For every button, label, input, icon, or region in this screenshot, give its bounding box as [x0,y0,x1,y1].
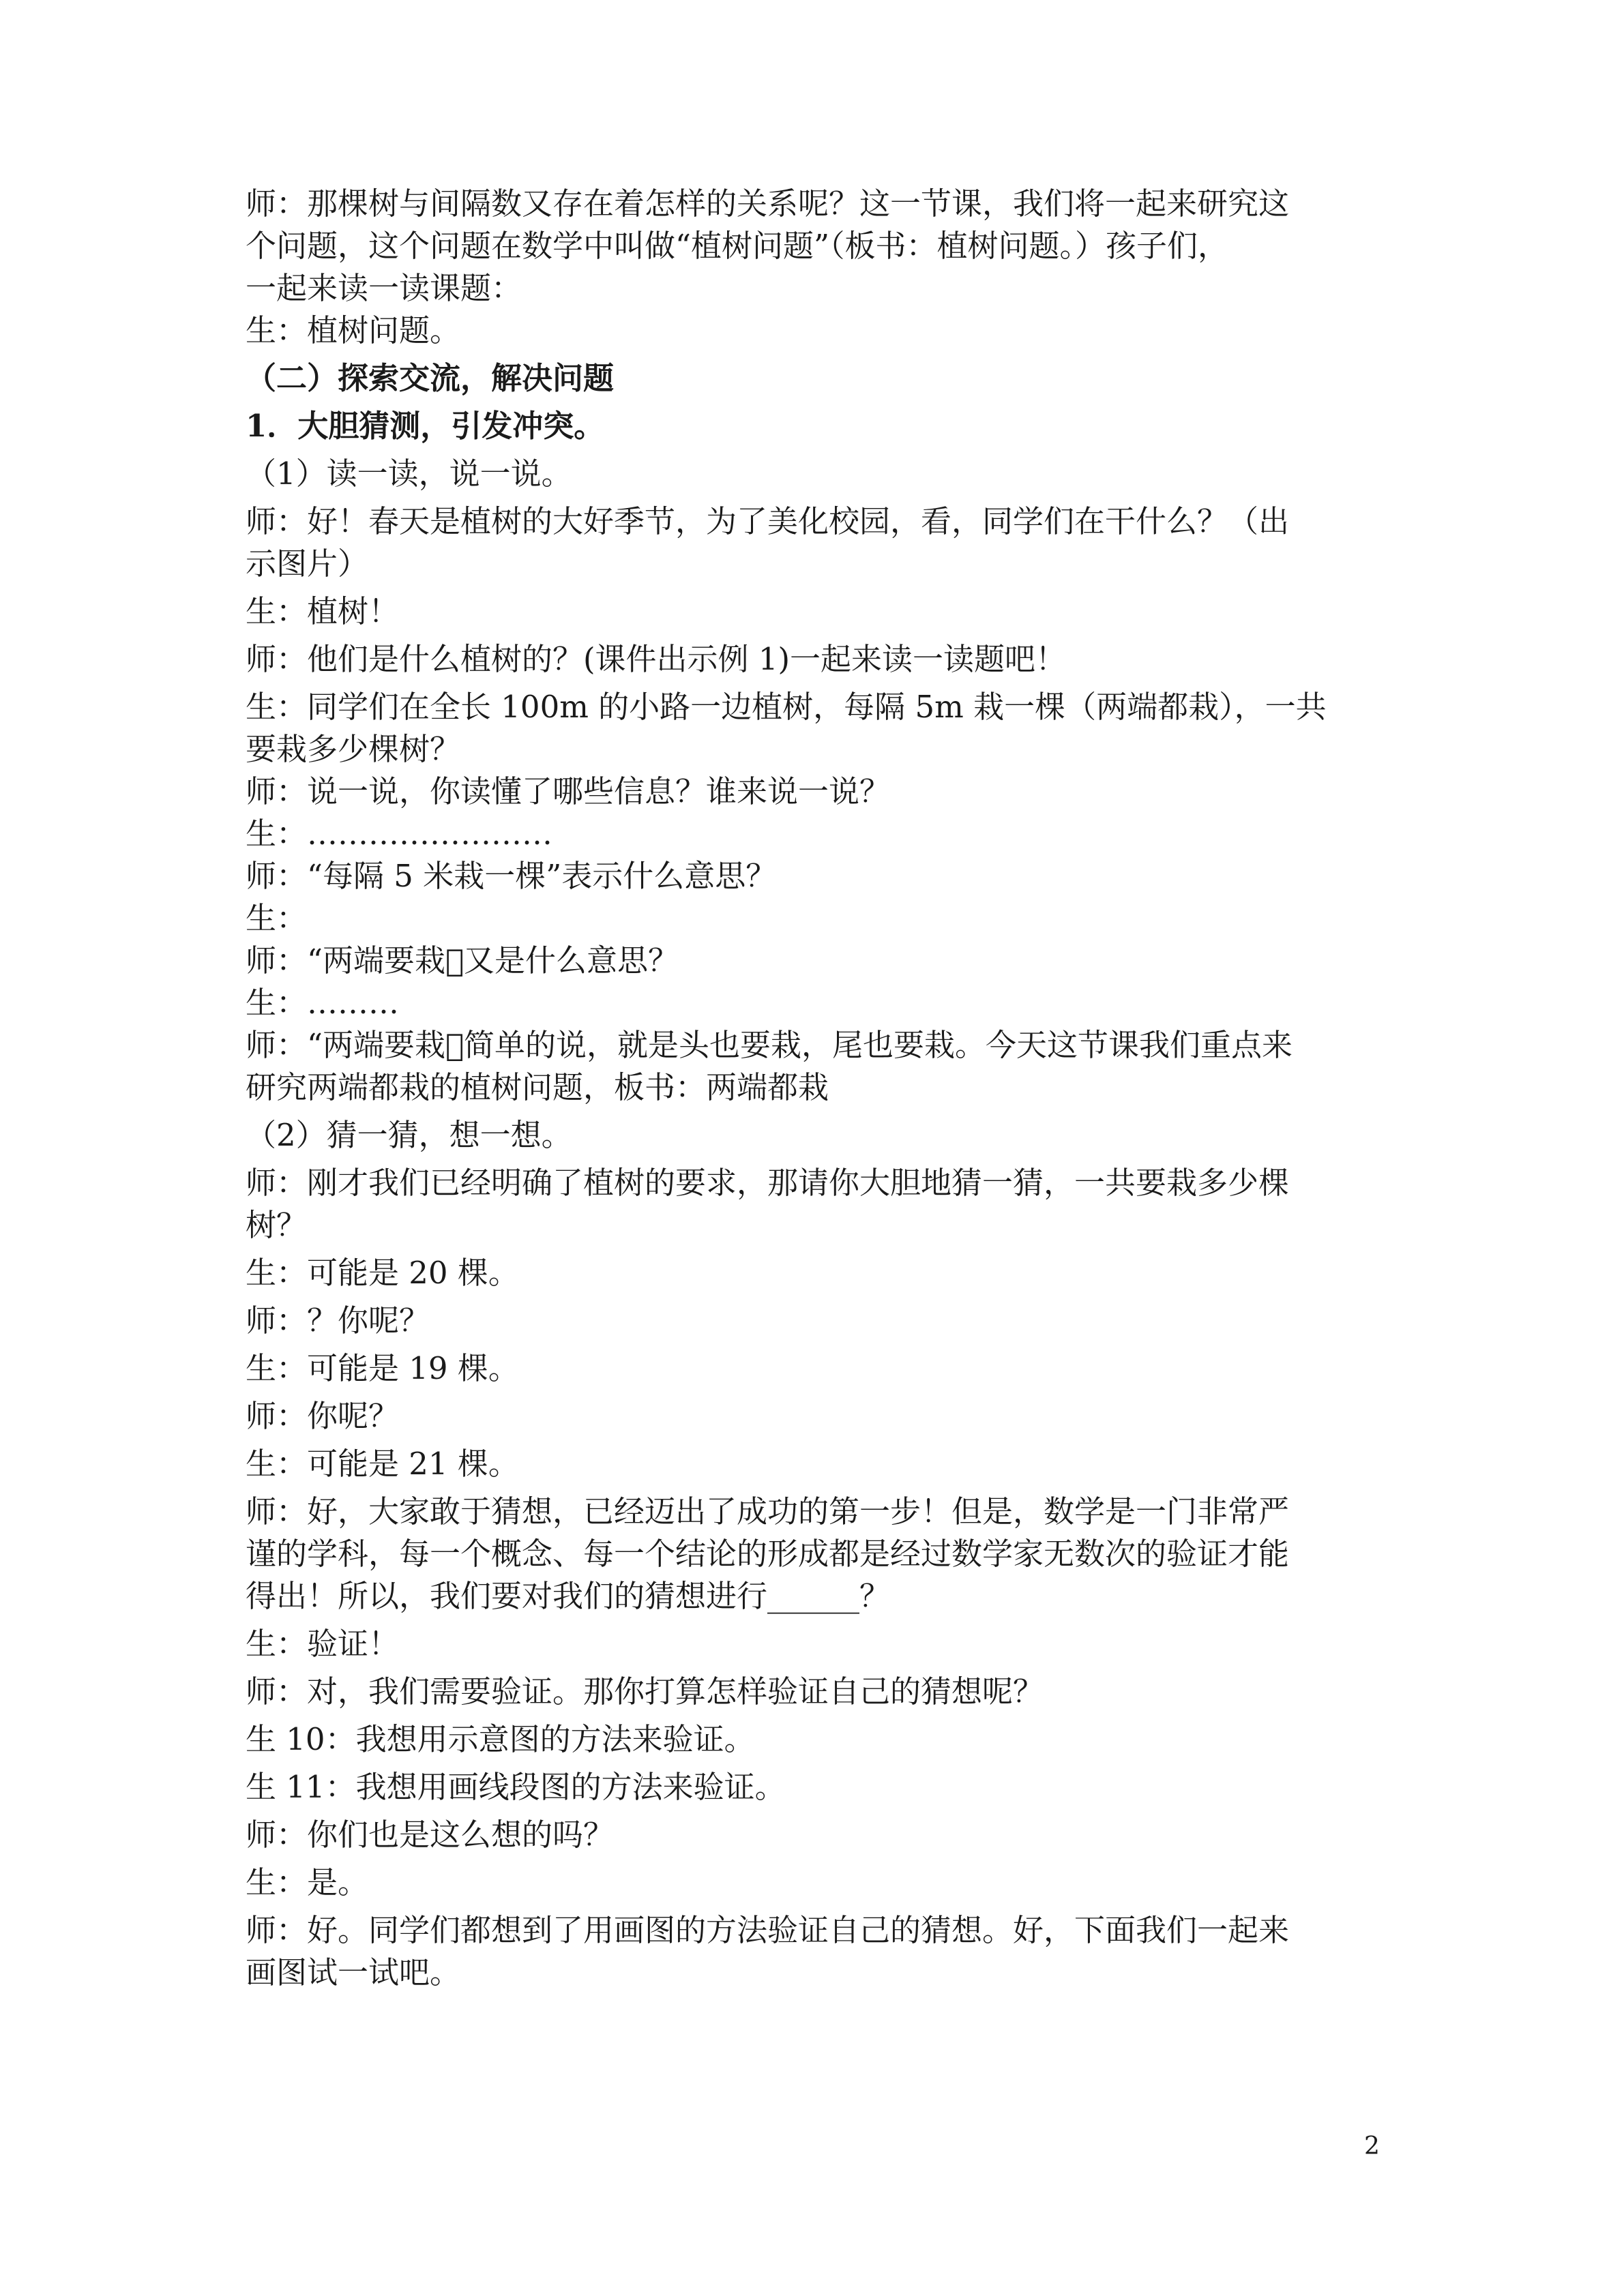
paragraph-line: 生：植树问题。 [246,312,461,348]
paragraph-line: 画图试一试吧。 [246,1954,461,1991]
paragraph-line: 研究两端都栽的植树问题，板书：两端都栽 [246,1069,829,1105]
paragraph-line: 示图片） [246,546,369,582]
paragraph-line: 生：…………………… [246,816,553,852]
step-heading: （2）猜一猜，想一想。 [246,1117,572,1153]
paragraph-line: 师：说一说，你读懂了哪些信息？谁来说一说？ [246,773,891,809]
paragraph-line: 师：那棵树与间隔数又存在着怎样的关系呢？这一节课，我们将一起来研究这 [246,185,1290,222]
paragraph-line: 生 10：我想用示意图的方法来验证。 [246,1721,755,1757]
step-heading: （1）读一读，说一说。 [246,456,572,492]
paragraph-line: 师：对，我们需要验证。那你打算怎样验证自己的猜想呢？ [246,1673,1044,1710]
paragraph-line: 师：你呢？ [246,1398,400,1434]
paragraph-line: 师：他们是什么植树的？(课件出示例 1)一起来读一读题吧！ [246,641,1067,677]
paragraph-line: 得出！所以，我们要对我们的猜想进行______？ [246,1578,891,1614]
paragraph-line: 生：验证！ [246,1626,400,1662]
paragraph-line: 生：是。 [246,1864,369,1900]
paragraph-line: 谨的学科，每一个概念、每一个结论的形成都是经过数学家无数次的验证才能 [246,1536,1290,1572]
paragraph-line: 生：同学们在全长 100m 的小路一边植树，每隔 5m 栽一棵（两端都栽），一共 [246,689,1327,725]
paragraph-line: 生：植树！ [246,593,400,629]
paragraph-line: 师：？你呢？ [246,1302,430,1339]
subsection-heading: 1．大胆猜测，引发冲突。 [246,408,605,444]
paragraph-line: 树？ [246,1207,308,1243]
paragraph-line: 要栽多少棵树？ [246,731,461,767]
paragraph-line: 师：好。同学们都想到了用画图的方法验证自己的猜想。好，下面我们一起来 [246,1912,1290,1948]
paragraph-line: 师：“每隔 5 米栽一棵”表示什么意思？ [246,858,777,894]
paragraph-line: 师：好！春天是植树的大好季节，为了美化校园，看，同学们在干什么？（出 [246,503,1290,539]
document-body [246,183,1378,1994]
paragraph-line: 师：好，大家敢于猜想，已经迈出了成功的第一步！但是，数学是一门非常严 [246,1493,1290,1530]
section-heading: （二）探索交流，解决问题 [246,360,615,396]
paragraph-line: 一起来读一读课题： [246,270,522,306]
paragraph-line: 生：……… [246,985,400,1021]
paragraph-line: 生：可能是 21 棵。 [246,1446,519,1482]
paragraph-line: 个问题，这个问题在数学中叫做“植树问题”（板书：植树问题。）孩子们， [246,228,1229,264]
paragraph-line: 生 11：我想用画线段图的方法来验证。 [246,1769,786,1805]
paragraph-line: 生：可能是 20 棵。 [246,1255,519,1291]
paragraph-line: 生： [246,900,308,936]
paragraph-line: 生：可能是 19 棵。 [246,1350,519,1386]
page-number: 2 [1364,2132,1380,2160]
paragraph-line: 师：“两端要栽 简单的说，就是头也要栽，尾也要栽。今天这节课我们重点来 [246,1027,1293,1063]
paragraph-line: 师：刚才我们已经明确了植树的要求，那请你大胆地猜一猜，一共要栽多少棵 [246,1165,1290,1201]
paragraph-line: 师：“两端要栽 又是什么意思？ [246,942,679,979]
paragraph-line: 师：你们也是这么想的吗？ [246,1817,615,1853]
